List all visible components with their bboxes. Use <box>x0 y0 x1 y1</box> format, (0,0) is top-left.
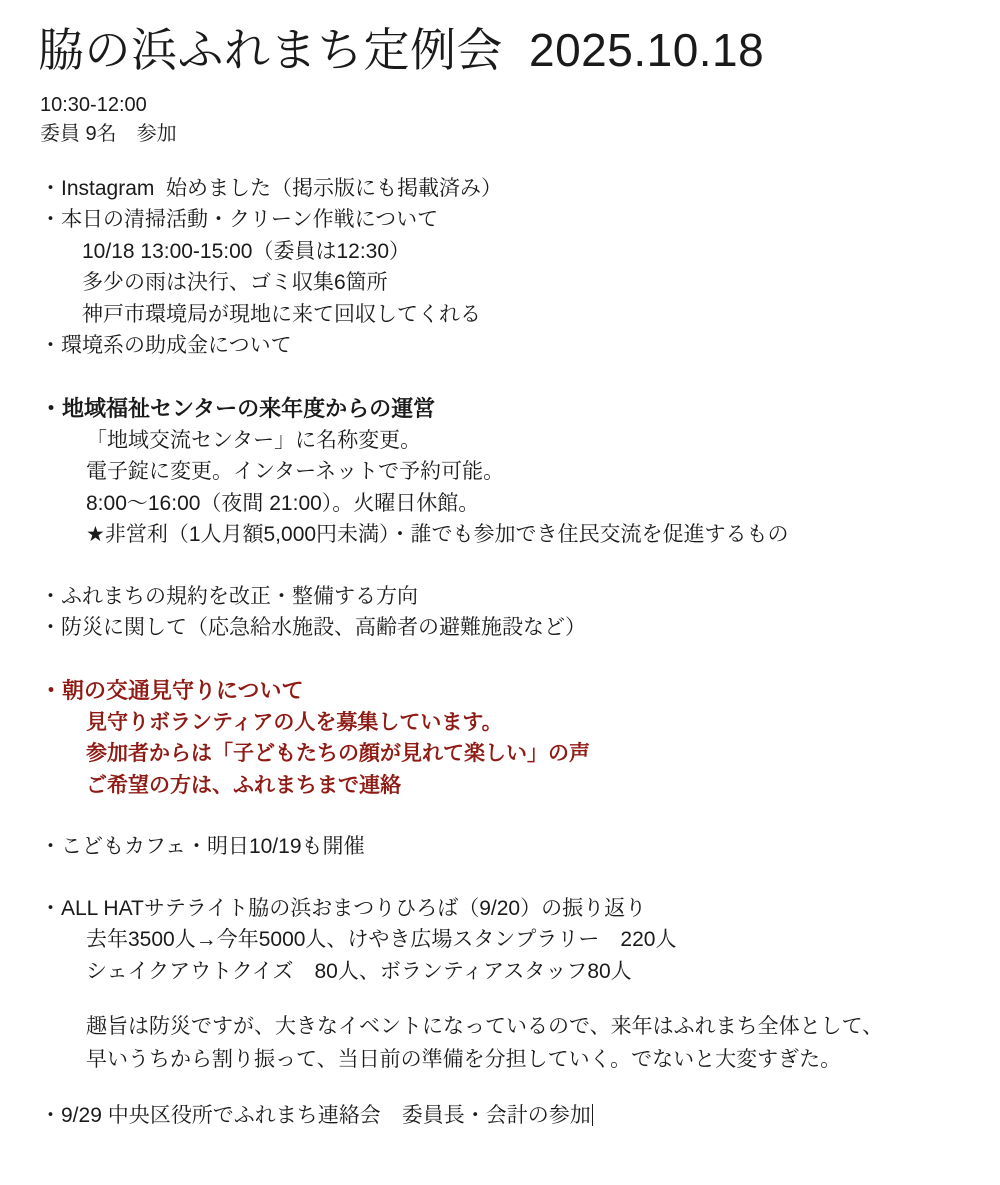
spacer <box>34 863 966 893</box>
section-2 <box>34 392 966 551</box>
list-item-detail-highlight: 参加者からは「子どもたちの顔が見れて楽しい」の声 <box>86 742 590 766</box>
section-7 <box>34 1011 966 1076</box>
spacer <box>34 644 966 674</box>
spacer <box>34 987 966 1011</box>
text-cursor <box>592 1104 593 1126</box>
paragraph-line: 趣旨は防災ですが、大きなイベントになっているので、来年はふれまち全体として、 <box>86 1015 884 1039</box>
section-1 <box>34 173 966 362</box>
section-8 <box>34 1100 966 1132</box>
page-title-text: 脇の浜ふれまち定例会 <box>38 24 503 76</box>
list-item: ・ふれまちの規約を改正・整備する方向 <box>40 584 418 608</box>
list-item <box>40 1100 966 1132</box>
section-4-highlight <box>34 674 966 802</box>
list-item-detail: 「地域交流センター」に名称変更。 <box>86 428 422 452</box>
section-6 <box>34 893 966 988</box>
meta-time: 10:30-12:00 <box>40 93 147 116</box>
list-item-detail: 8:00〜16:00（夜間 21:00）。火曜日休館。 <box>86 491 480 515</box>
spacer <box>34 362 966 392</box>
list-item: ・環境系の助成金について <box>40 334 292 358</box>
section-5 <box>34 831 966 863</box>
section-heading: ・地域福祉センターの来年度からの運営 <box>40 395 436 421</box>
page-title-date: 2025.10.18 <box>529 24 765 76</box>
list-item: ・こどもカフェ・明日10/19も開催 <box>40 835 365 859</box>
list-item-detail: シェイクアウトクイズ 80人、ボランティアスタッフ80人 <box>86 959 632 983</box>
list-item-detail-highlight: 見守りボランティアの人を募集しています。 <box>86 710 503 734</box>
spacer <box>34 551 966 581</box>
list-item-detail-highlight: ご希望の方は、ふれまちまで連絡 <box>86 773 401 797</box>
list-item-detail: 去年3500人→今年5000人、けやき広場スタンプラリー 220人 <box>86 928 677 952</box>
spacer <box>34 801 966 831</box>
spacer <box>34 149 966 173</box>
list-item-detail: 神戸市環境局が現地に来て回収してくれる <box>82 302 481 326</box>
list-item: ・防災に関して（応急給水施設、高齢者の避難施設など） <box>40 616 586 640</box>
list-item-text: ・9/29 中央区役所でふれまち連絡会 委員長・会計の参加 <box>40 1104 591 1128</box>
list-item: ・Instagram 始めました（掲示版にも掲載済み） <box>40 176 503 200</box>
page-title <box>38 24 966 77</box>
list-item-detail: 多少の雨は決行、ゴミ収集6箇所 <box>82 271 388 295</box>
list-item: ・本日の清掃活動・クリーン作戦について <box>40 208 439 232</box>
list-item-detail: ★非営利（1人月額5,000円未満）・誰でも参加でき住民交流を促進するもの <box>86 523 789 547</box>
paragraph-line: 早いうちから割り振って、当日前の準備を分担していく。でないと大変すぎた。 <box>86 1047 842 1071</box>
section-3 <box>34 581 966 644</box>
section-heading-highlight: ・朝の交通見守りについて <box>40 677 304 703</box>
list-item: ・ALL HATサテライト脇の浜おまつりひろば（9/20）の振り返り <box>40 896 647 920</box>
meta-attendance: 委員 9名 参加 <box>40 122 177 145</box>
list-item-detail: 10/18 13:00-15:00（委員は12:30） <box>82 239 411 263</box>
spacer <box>34 1076 966 1100</box>
list-item-detail: 電子錠に変更。インターネットで予約可能。 <box>86 460 505 484</box>
